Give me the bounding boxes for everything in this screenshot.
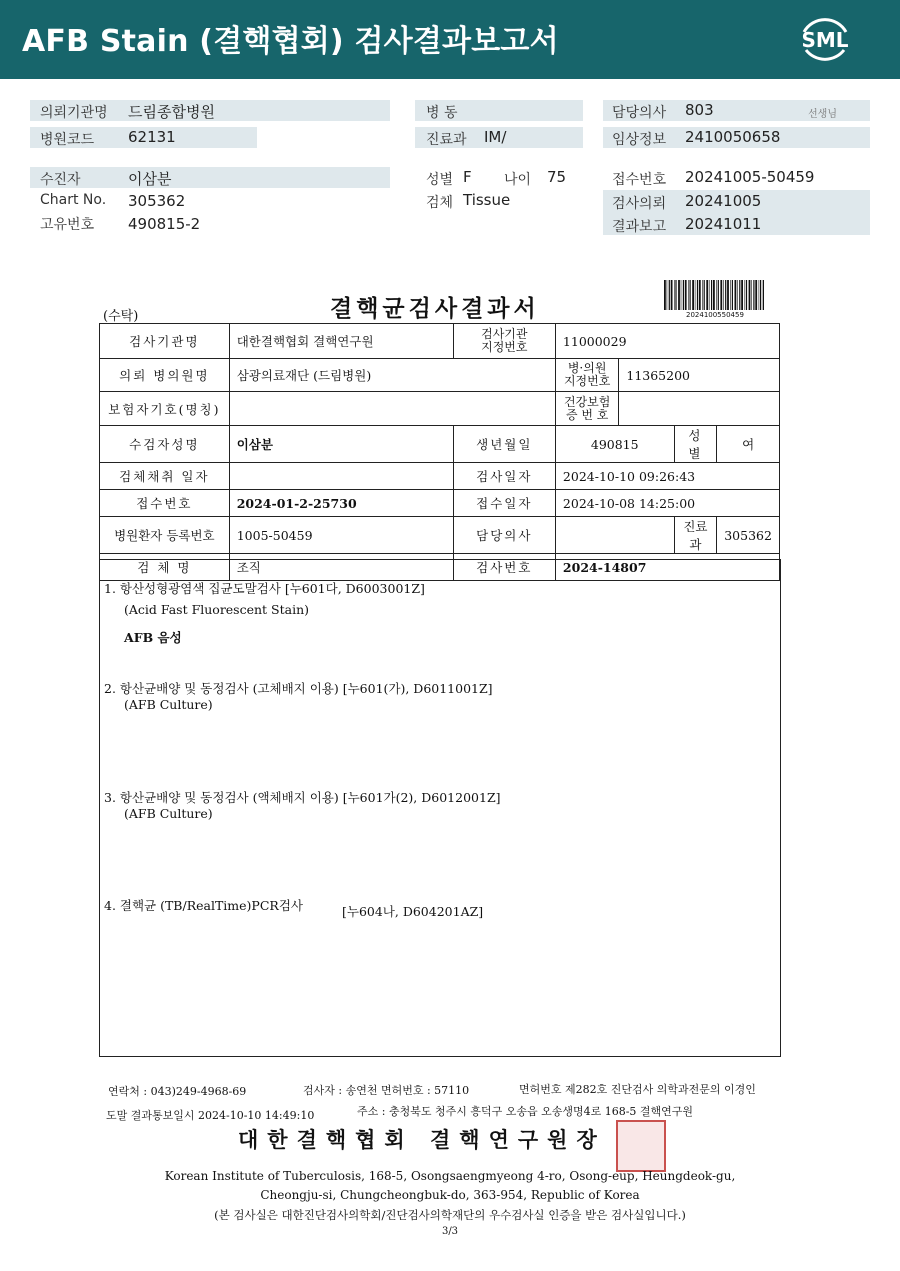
barcode-bar	[720, 280, 722, 310]
attending-label: 담당의사	[453, 517, 555, 554]
barcode-bar	[727, 280, 729, 310]
barcode-bar	[671, 280, 673, 310]
barcode-bar	[695, 280, 696, 310]
item4-title: 4. 결핵균 (TB/RealTime)PCR검사	[104, 898, 303, 913]
footer-examiner: 검사자 : 송연천 면허번호 : 57110	[303, 1084, 470, 1097]
barcode-bar	[713, 280, 715, 310]
lab-name-value: 대한결핵협회 결핵연구원	[229, 324, 453, 359]
barcode-bar	[751, 280, 752, 310]
result-header-table	[99, 323, 780, 581]
receipt-value-doc: 2024-01-2-25730	[229, 490, 453, 517]
request-value: 20241005	[685, 192, 762, 210]
specimen-label: 검체	[426, 195, 454, 211]
barcode-bar	[723, 280, 724, 310]
barcode-bar	[688, 280, 689, 310]
footer-address-kr: 주소 : 충청북도 청주시 흥덕구 오송읍 오송생명4로 168-5 결핵연구원	[357, 1105, 694, 1118]
exam-no-value: 2024-14807	[555, 554, 779, 581]
barcode-bar	[732, 280, 733, 310]
barcode-bar	[699, 280, 701, 310]
receipt-value: 20241005-50459	[685, 168, 815, 186]
health-label-2: 증 번 호	[565, 407, 609, 422]
certification-note: (본 검사실은 대한진단검사의학회/진단검사의학재단의 우수검사실 인증을 받은 검사실입니다.)	[214, 1208, 686, 1222]
institute-name: 대한결핵협회 결핵연구원장	[238, 1127, 606, 1152]
consignment-mark: (수탁)	[103, 309, 139, 324]
barcode-bar	[681, 280, 682, 310]
table-row	[100, 392, 780, 426]
lab-desig-label	[453, 324, 555, 359]
receipt-label: 접수번호	[612, 172, 667, 188]
clinical-label: 임상정보	[612, 132, 667, 148]
table-row	[100, 463, 780, 490]
barcode-bar	[753, 280, 754, 310]
barcode-bar	[669, 280, 670, 310]
barcode-bar	[755, 280, 757, 310]
dob-value: 490815	[555, 426, 674, 463]
collect-value	[229, 463, 453, 490]
barcode-bar	[759, 280, 760, 310]
item1-result: AFB 음성	[124, 630, 182, 645]
item4-code: [누604나, D604201AZ]	[342, 904, 484, 919]
dept-value: IM/	[484, 128, 507, 146]
sex-label: 성별	[426, 172, 454, 188]
doctor-note: 선생님	[808, 109, 837, 120]
patient-value: 이삼분	[128, 170, 172, 188]
barcode-bar	[697, 280, 698, 310]
doctor-value: 803	[685, 101, 714, 119]
barcode-bar	[674, 280, 675, 310]
table-row	[100, 359, 780, 392]
item1-title: 1. 항산성형광염색 집균도말검사 [누601다, D6003001Z]	[104, 581, 425, 596]
barcode-bar	[678, 280, 680, 310]
barcode-bar	[725, 280, 726, 310]
patient-reg-label: 병원환자 등록번호	[100, 517, 230, 554]
address-en-line2: Cheongju-si, Chungcheongbuk-do, 363-954, Republic of Korea	[260, 1188, 640, 1202]
insured-label: 보험자기호(명칭)	[100, 392, 230, 426]
barcode-bar	[702, 280, 703, 310]
barcode-bar	[741, 280, 743, 310]
specimen-value-doc: 조직	[229, 554, 453, 581]
table-row	[100, 426, 780, 463]
hosp-desig-value: 11365200	[619, 359, 780, 392]
clinic-label: 진료과	[674, 517, 717, 554]
logo-text: SML	[801, 28, 849, 52]
barcode-bar	[763, 280, 764, 310]
item2-title: 2. 항산균배양 및 동정검사 (고체배지 이용) [누601(가), D6011001Z]	[104, 681, 493, 696]
lab-name-label: 검사기관명	[100, 324, 230, 359]
patient-reg-value: 1005-50459	[229, 517, 453, 554]
age-value: 75	[547, 168, 567, 186]
table-row	[100, 324, 780, 359]
barcode-bar	[730, 280, 731, 310]
report-label: 결과보고	[612, 219, 667, 235]
specimen-value: Tissue	[463, 191, 511, 209]
table-row	[100, 490, 780, 517]
sex-value-doc: 여	[717, 426, 780, 463]
page-number: 3/3	[441, 1226, 459, 1237]
barcode-bar	[664, 280, 666, 310]
item2-subtitle: (AFB Culture)	[124, 697, 213, 712]
barcode-bar	[745, 280, 746, 310]
address-en-line1: Korean Institute of Tuberculosis, 168-5, Osongsaengmyeong 4-ro, Osong-eup, Heungdeok-gu,	[164, 1169, 736, 1183]
exam-no-label: 검사번호	[453, 554, 555, 581]
lab-desig-label-2: 지정번호	[481, 340, 528, 354]
collect-label: 검체채취 일자	[100, 463, 230, 490]
barcode-bar	[737, 280, 738, 310]
unique-label: 고유번호	[40, 217, 95, 233]
official-seal-stamp	[616, 1120, 666, 1172]
specimen-label-doc: 검 체 명	[100, 554, 230, 581]
exam-date-value: 2024-10-10 09:26:43	[555, 463, 779, 490]
barcode-bar	[716, 280, 717, 310]
health-value	[619, 392, 780, 426]
barcode-bar	[683, 280, 684, 310]
item3-title: 3. 항산균배양 및 동정검사 (액체배지 이용) [누601가(2), D6012001Z]	[104, 790, 501, 805]
footer-contact: 연락처 : 043)249-4968-69	[108, 1085, 247, 1098]
barcode-bar	[704, 280, 705, 310]
chart-label: Chart No.	[40, 192, 107, 208]
clinic-value: 305362	[717, 517, 780, 554]
barcode-bar	[667, 280, 668, 310]
ward-label: 병 동	[426, 105, 458, 121]
unique-value: 490815-2	[128, 215, 201, 233]
footer-license: 면허번호 제282호 진단검사 의학과전문의 이경인	[519, 1083, 756, 1096]
barcode	[664, 280, 764, 310]
hosp-desig-label	[555, 359, 618, 392]
barcode-bar	[718, 280, 719, 310]
age-label: 나이	[504, 172, 532, 188]
receipt-date-label: 접수일자	[453, 490, 555, 517]
examinee-value: 이삼분	[229, 426, 453, 463]
attending-value	[555, 517, 674, 554]
institution-value: 드림종합병원	[128, 103, 215, 121]
health-label	[555, 392, 618, 426]
sex-label-doc: 성별	[674, 426, 717, 463]
receipt-date-value: 2024-10-08 14:25:00	[555, 490, 779, 517]
report-value: 20241011	[685, 215, 762, 233]
doctor-label: 담당의사	[612, 105, 667, 121]
barcode-bar	[685, 280, 687, 310]
health-label-1: 건강보험	[563, 394, 611, 409]
document-title: 결핵균검사결과서	[330, 295, 540, 322]
footer-notified: 도말 결과통보일시 2024-10-10 14:49:10	[106, 1109, 315, 1122]
dept-label: 진료과	[426, 132, 467, 148]
request-label: 검사의뢰	[612, 196, 667, 212]
patient-label: 수진자	[40, 172, 81, 188]
hosp-desig-label-2: 지정번호	[563, 374, 611, 388]
barcode-bar	[709, 280, 710, 310]
exam-date-label: 검사일자	[453, 463, 555, 490]
sex-value: F	[463, 168, 472, 186]
req-hosp-label: 의뢰 병의원명	[100, 359, 230, 392]
barcode-bar	[690, 280, 691, 310]
barcode-bar	[692, 280, 694, 310]
table-row	[100, 517, 780, 554]
report-title: AFB Stain (결핵협회) 검사결과보고서	[22, 24, 559, 59]
barcode-bar	[746, 280, 747, 310]
chart-value: 305362	[128, 192, 186, 210]
lab-desig-value: 11000029	[555, 324, 779, 359]
lab-desig-label-1: 검사기관	[481, 327, 528, 341]
institution-label: 의뢰기관명	[40, 105, 108, 121]
item3-subtitle: (AFB Culture)	[124, 806, 213, 821]
hospital-code-label: 병원코드	[40, 132, 95, 148]
barcode-bar	[711, 280, 712, 310]
barcode-bar	[749, 280, 751, 310]
item1-subtitle: (Acid Fast Fluorescent Stain)	[124, 602, 310, 617]
barcode-number: 2024100550459	[686, 311, 744, 319]
receipt-label-doc: 접수번호	[100, 490, 230, 517]
barcode-bar	[735, 280, 737, 310]
hosp-desig-label-1: 병·의원	[567, 361, 607, 375]
clinical-value: 2410050658	[685, 128, 781, 146]
hospital-code-value: 62131	[128, 128, 176, 146]
barcode-bar	[760, 280, 761, 310]
insured-value	[229, 392, 555, 426]
barcode-bar	[739, 280, 740, 310]
req-hosp-value: 삼광의료재단 (드림병원)	[229, 359, 555, 392]
examinee-label: 수검자성명	[100, 426, 230, 463]
dob-label: 생년월일	[453, 426, 555, 463]
barcode-bar	[706, 280, 708, 310]
barcode-bar	[675, 280, 676, 310]
